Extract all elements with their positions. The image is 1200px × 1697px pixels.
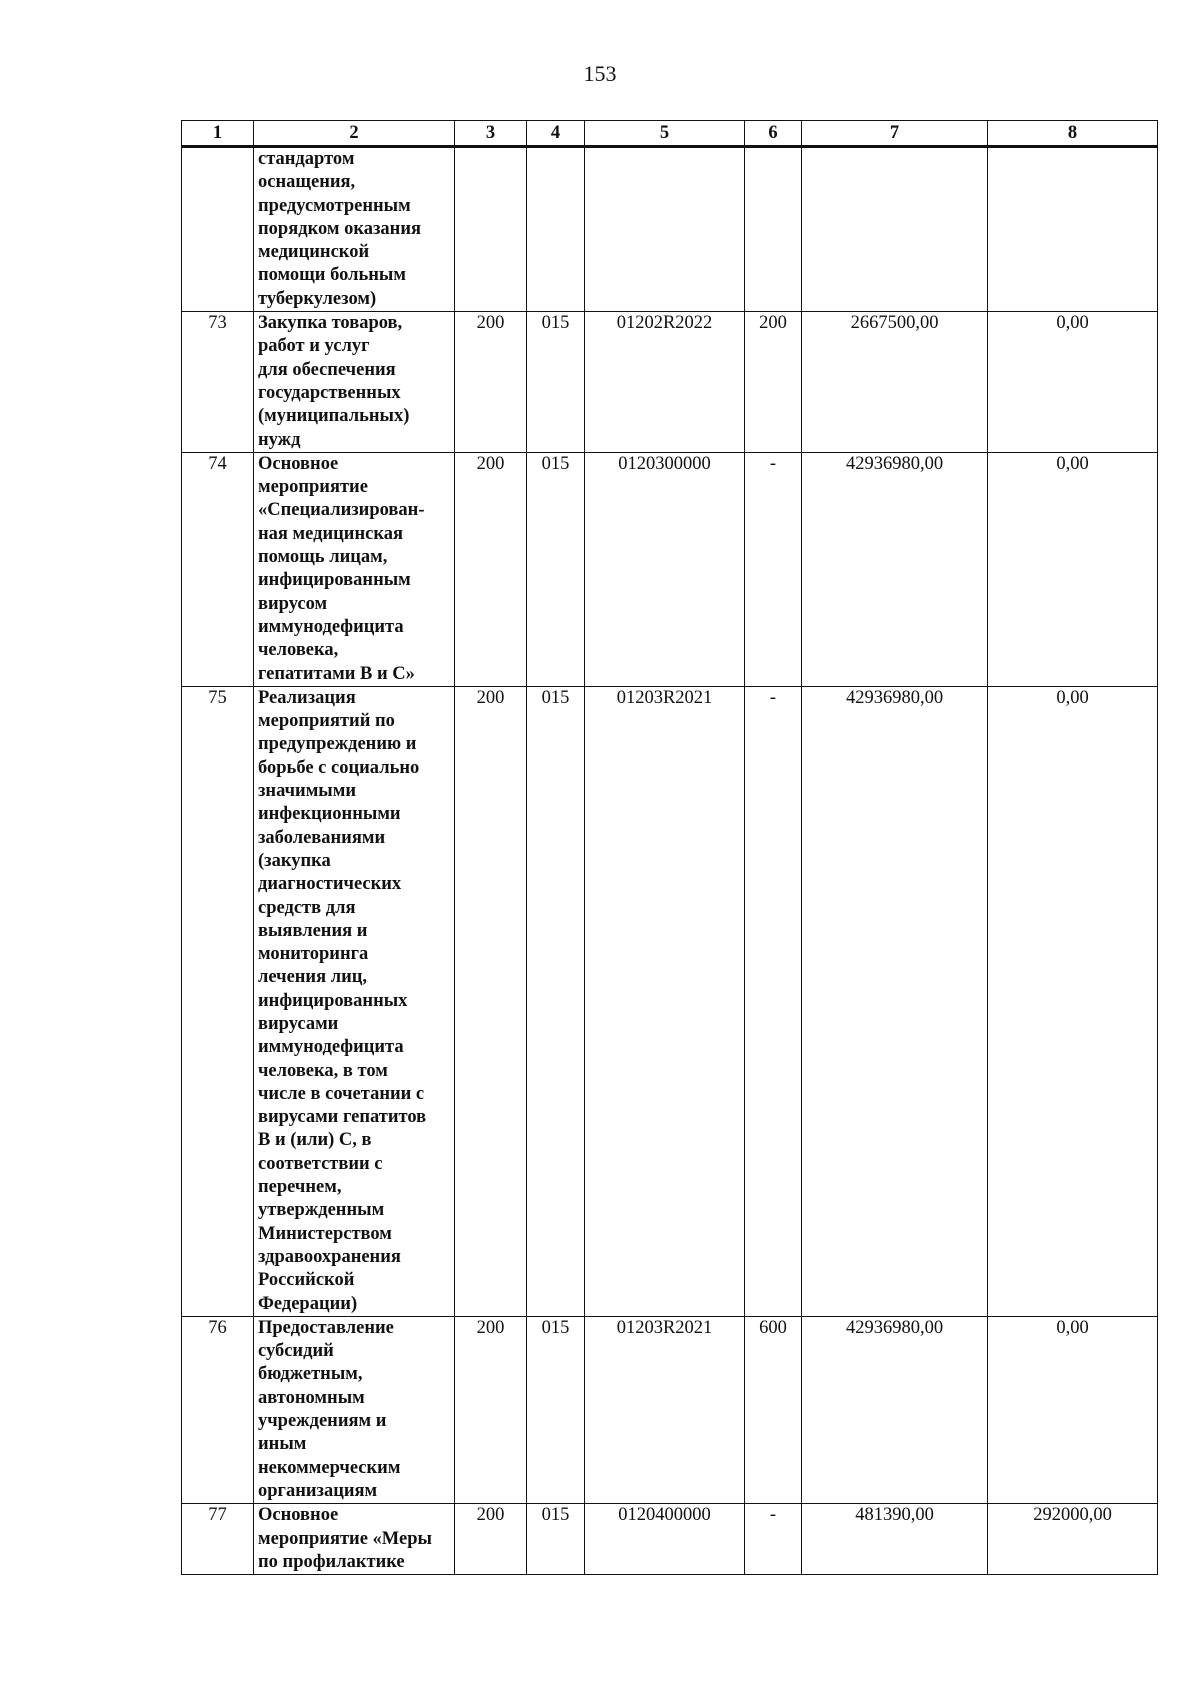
ministry-code-cell: 200 [455,1316,527,1503]
column-header-5: 5 [585,121,745,147]
table-header-row [182,121,1158,147]
row-number-cell: 73 [182,312,254,453]
row-number-cell [182,147,254,312]
section-code-cell: 015 [527,1504,585,1575]
column-header-4: 4 [527,121,585,147]
column-header-8: 8 [988,121,1158,147]
amount-cell: 2667500,00 [802,312,988,453]
table-body [182,147,1158,1575]
amount-cell: 481390,00 [802,1504,988,1575]
target-article-cell: 01202R2022 [585,312,745,453]
row-name-cell: Основное мероприятие «Меры по профилактике [254,1504,455,1575]
target-article-cell: 0120300000 [585,452,745,686]
section-code-cell: 015 [527,312,585,453]
amount-secondary-cell: 292000,00 [988,1504,1158,1575]
row-name-cell: Реализация мероприятий по предупреждению и борьбе с социально значимыми инфекционными заболеваниями (закупка диагностических средств для выявления и мониторинга лечения лиц, инфицированных вирусами иммунодефицита человека, в том числе в сочетании с вирусами гепатитов В и (или) С, в соответствии с перечнем, утвержденным Министерством здравоохранения Российской Федерации) [254,686,455,1316]
ministry-code-cell: 200 [455,312,527,453]
amount-cell [802,147,988,312]
section-code-cell: 015 [527,1316,585,1503]
section-code-cell [527,147,585,312]
row-name-cell: Основное мероприятие «Специализирован- ная медицинская помощь лицам, инфицированным вирусом иммунодефицита человека, гепатитами В и С» [254,452,455,686]
target-article-cell: 0120400000 [585,1504,745,1575]
column-header-3: 3 [455,121,527,147]
column-header-1: 1 [182,121,254,147]
ministry-code-cell: 200 [455,452,527,686]
section-code-cell: 015 [527,686,585,1316]
amount-secondary-cell: 0,00 [988,312,1158,453]
page-number: 153 [583,61,617,86]
table-row [182,147,1158,312]
table-row [182,452,1158,686]
row-number-cell: 76 [182,1316,254,1503]
amount-cell: 42936980,00 [802,1316,988,1503]
budget-table [181,120,1158,1575]
table-row [182,686,1158,1316]
target-article-cell [585,147,745,312]
amount-cell: 42936980,00 [802,452,988,686]
target-article-cell: 01203R2021 [585,1316,745,1503]
expense-type-cell: 200 [745,312,802,453]
expense-type-cell: - [745,686,802,1316]
table-row [182,1316,1158,1503]
amount-secondary-cell: 0,00 [988,452,1158,686]
amount-secondary-cell: 0,00 [988,686,1158,1316]
expense-type-cell: - [745,452,802,686]
section-code-cell: 015 [527,452,585,686]
row-number-cell: 77 [182,1504,254,1575]
amount-cell: 42936980,00 [802,686,988,1316]
row-number-cell: 75 [182,686,254,1316]
expense-type-cell [745,147,802,312]
expense-type-cell: - [745,1504,802,1575]
table-row [182,312,1158,453]
amount-secondary-cell [988,147,1158,312]
column-header-7: 7 [802,121,988,147]
amount-secondary-cell: 0,00 [988,1316,1158,1503]
row-name-cell: Предоставление субсидий бюджетным, автономным учреждениям и иным некоммерческим организациям [254,1316,455,1503]
column-header-2: 2 [254,121,455,147]
row-name-cell: Закупка товаров, работ и услуг для обеспечения государственных (муниципальных) нужд [254,312,455,453]
ministry-code-cell [455,147,527,312]
ministry-code-cell: 200 [455,1504,527,1575]
target-article-cell: 01203R2021 [585,686,745,1316]
expense-type-cell: 600 [745,1316,802,1503]
table-row [182,1504,1158,1575]
row-name-cell: стандартом оснащения, предусмотренным порядком оказания медицинской помощи больным туберкулезом) [254,147,455,312]
row-number-cell: 74 [182,452,254,686]
ministry-code-cell: 200 [455,686,527,1316]
column-header-6: 6 [745,121,802,147]
